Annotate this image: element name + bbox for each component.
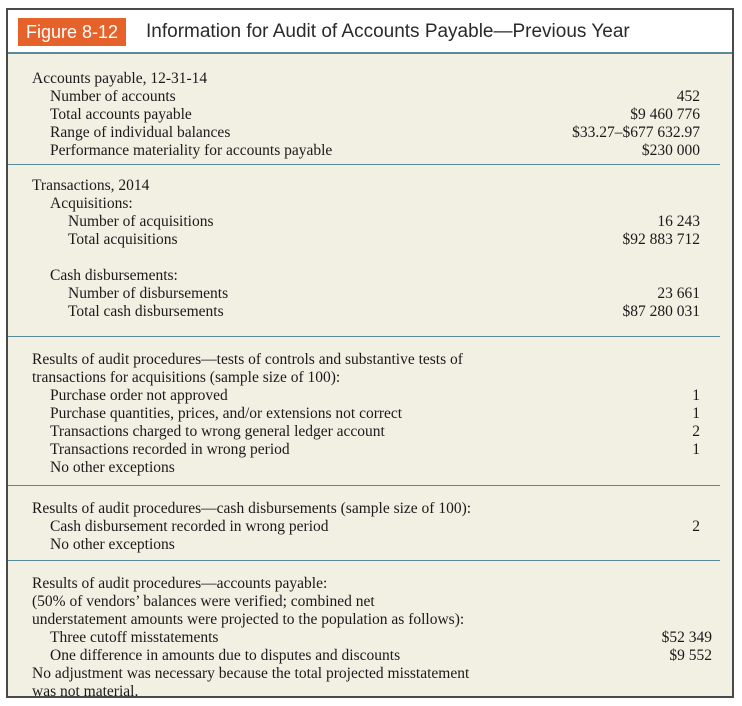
list-item	[32, 518, 700, 536]
list-item	[32, 423, 700, 441]
item-value: $92 883 712	[622, 231, 700, 248]
item-value: 1	[692, 441, 700, 458]
section-heading: Accounts payable, 12-31-14	[32, 70, 208, 87]
item-value: 23 661	[657, 285, 700, 302]
conclusion-text: was not material.	[32, 683, 139, 700]
item-value: $33.27–$677 632.97	[572, 124, 700, 141]
item-value: $52 349	[661, 629, 712, 646]
figure-header	[8, 10, 732, 54]
item-label: Three cutoff misstatements	[50, 629, 219, 646]
list-item	[32, 303, 700, 321]
section-accounts-payable	[8, 54, 720, 165]
figure-label: Figure 8-12	[18, 18, 126, 46]
item-value: $9 460 776	[630, 106, 700, 123]
item-label: Performance materiality for accounts payable	[50, 142, 333, 159]
list-item	[32, 536, 700, 554]
item-label: Cash disbursement recorded in wrong period	[50, 518, 329, 535]
section-heading: Results of audit procedures—cash disbursements (sample size of 100):	[32, 500, 472, 517]
figure-title: Information for Audit of Accounts Payable—Previous Year	[146, 21, 630, 42]
item-value: $230 000	[641, 142, 700, 159]
list-item	[32, 441, 700, 459]
item-label: Number of disbursements	[68, 285, 229, 302]
figure-content	[8, 54, 732, 701]
item-label: Transactions recorded in wrong period	[50, 441, 290, 458]
item-label: Total acquisitions	[68, 231, 178, 248]
item-label: No other exceptions	[50, 459, 175, 476]
item-value: 2	[692, 518, 700, 535]
item-label: Total accounts payable	[50, 106, 192, 123]
item-label: No other exceptions	[50, 536, 175, 553]
list-item	[32, 106, 700, 124]
item-value: 1	[692, 405, 700, 422]
conclusion-text: No adjustment was necessary because the total projected misstatement	[32, 665, 470, 682]
list-item	[32, 124, 700, 142]
section-controls-tests	[8, 337, 720, 486]
list-item	[32, 647, 712, 665]
list-item	[32, 142, 700, 160]
item-label: Total cash disbursements	[68, 303, 224, 320]
section-accounts-payable-results	[8, 561, 732, 701]
item-label: Range of individual balances	[50, 124, 231, 141]
list-item	[32, 387, 700, 405]
section-heading: Results of audit procedures—tests of controls and substantive tests of	[32, 351, 463, 368]
item-label: Number of acquisitions	[68, 213, 214, 230]
section-heading: understatement amounts were projected to the population as follows):	[32, 611, 465, 628]
item-value: 1	[692, 387, 700, 404]
list-item	[32, 629, 712, 647]
item-label: Transactions charged to wrong general ledger account	[50, 423, 385, 440]
section-cash-disbursements	[8, 486, 720, 561]
item-value: 2	[692, 423, 700, 440]
list-item	[32, 285, 700, 303]
list-item	[32, 88, 700, 106]
section-heading: (50% of vendors’ balances were verified; combined net	[32, 593, 375, 610]
item-value: $87 280 031	[622, 303, 700, 320]
list-item	[32, 213, 700, 231]
item-value: 16 243	[657, 213, 700, 230]
item-label: Purchase order not approved	[50, 387, 228, 404]
figure-frame	[6, 8, 734, 698]
list-item	[32, 459, 700, 477]
item-label: Number of accounts	[50, 88, 176, 105]
section-heading: transactions for acquisitions (sample size of 100):	[32, 369, 341, 386]
section-transactions	[8, 165, 720, 337]
list-item	[32, 231, 700, 249]
item-value: $9 552	[669, 647, 712, 664]
item-value: 452	[676, 88, 700, 105]
list-item	[32, 405, 700, 423]
subsection-heading: Acquisitions:	[50, 195, 133, 212]
section-heading: Results of audit procedures—accounts payable:	[32, 575, 328, 592]
section-heading: Transactions, 2014	[32, 177, 150, 194]
item-label: One difference in amounts due to disputes and discounts	[50, 647, 401, 664]
subsection-heading: Cash disbursements:	[50, 267, 178, 284]
item-label: Purchase quantities, prices, and/or extensions not correct	[50, 405, 403, 422]
